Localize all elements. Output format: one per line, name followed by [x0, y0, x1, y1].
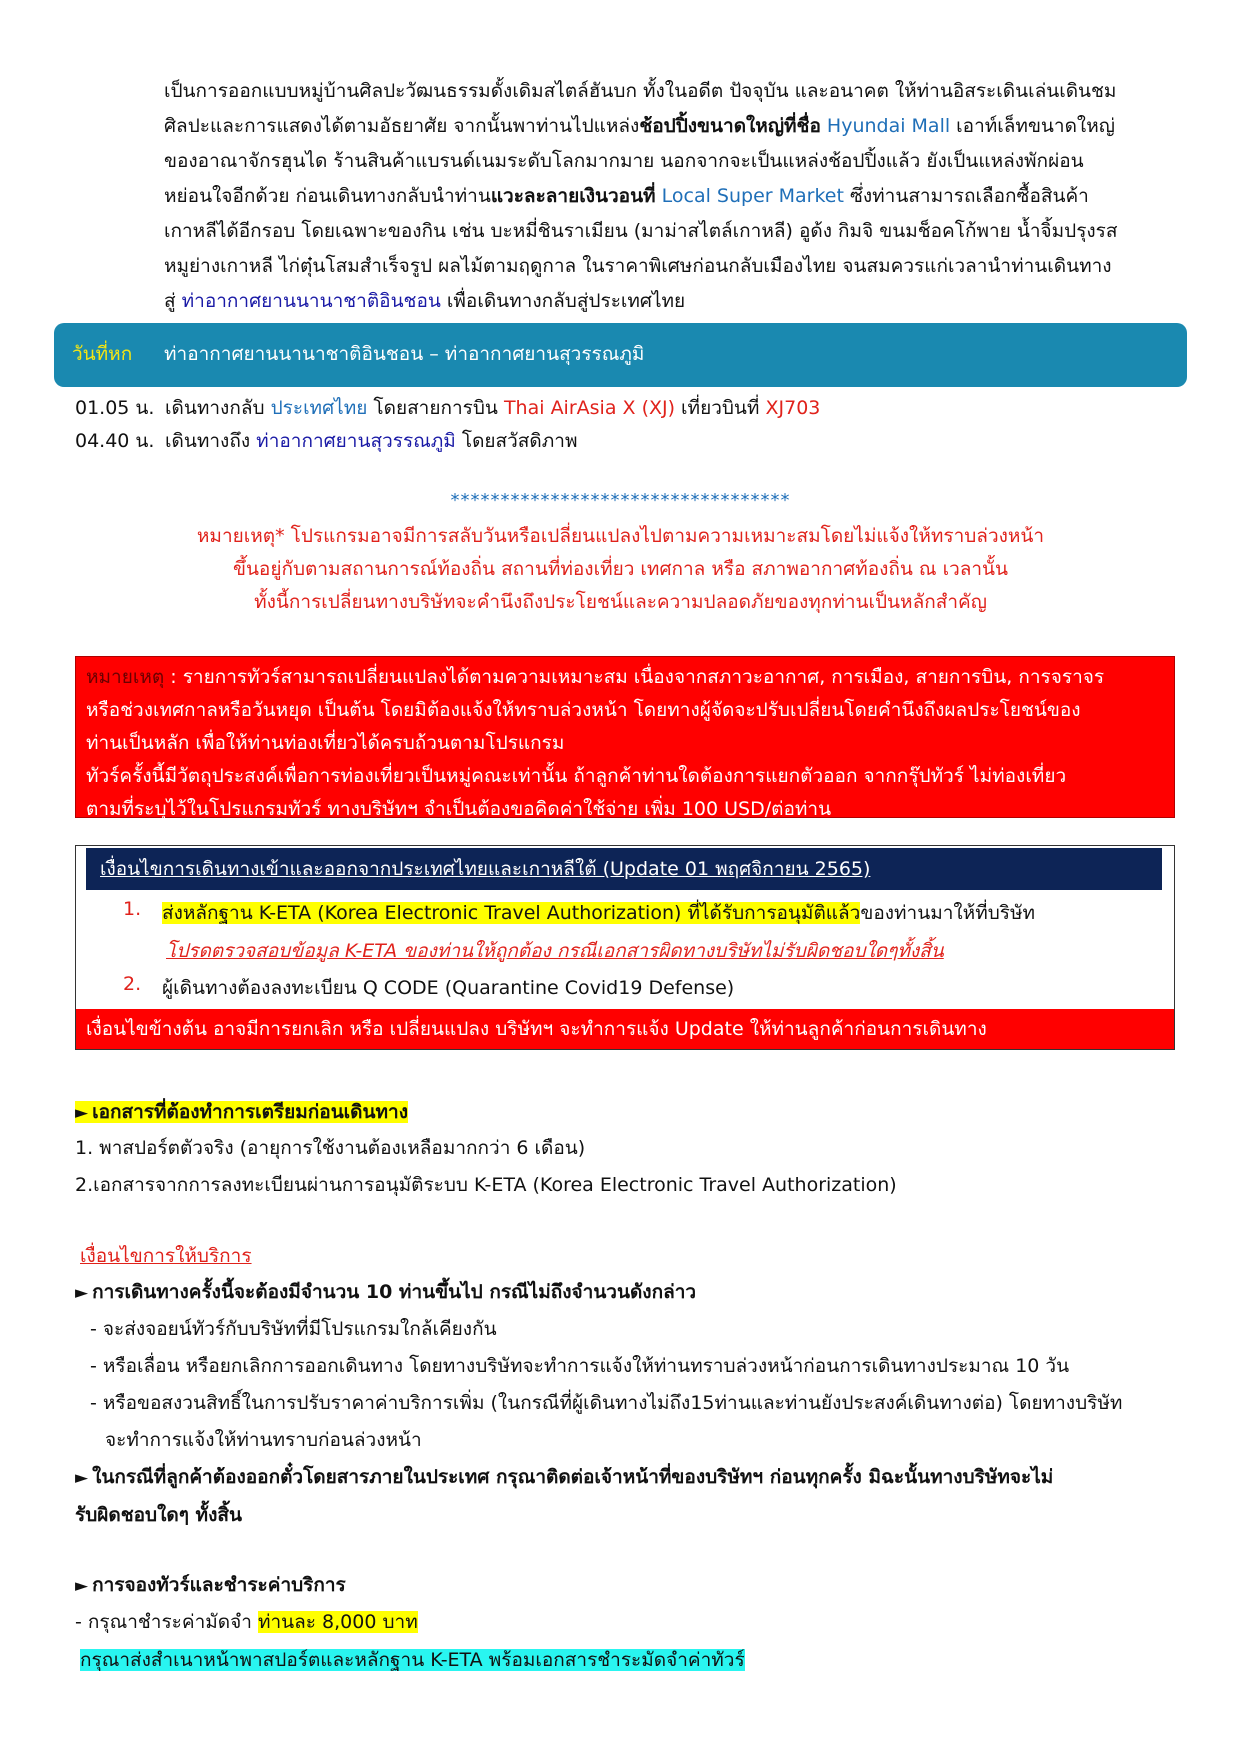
remark-line: ทัวร์ครั้งนี้มีวัตถุประสงค์เพื่อการท่องเที่ยวเป็นหมู่คณะเท่านั้น ถ้าลูกค้าท่านใดต้องการแยกตัวออก จากกรุ๊ปทัวร์ ไม่ท่องเที่ยว: [86, 765, 1067, 787]
flight-text: โดยสายการบิน: [367, 397, 504, 419]
conditions-footer: เงื่อนไขข้างต้น อาจมีการยกเลิก หรือ เปลี่ยนแปลง บริษัทฯ จะทำการแจ้ง Update ให้ท่านลูกค้าก่อนการเดินทาง: [76, 1009, 1174, 1049]
flight-time: 01.05 น.: [75, 397, 155, 419]
star-divider: **********************************: [450, 490, 791, 511]
triangle-bullet-icon: ►: [75, 1468, 89, 1488]
airline-text: Thai AirAsia X (XJ): [503, 397, 676, 419]
condition-item: [162, 898, 1035, 928]
highlighted-text: ส่งหลักฐาน K-ETA (Korea Electronic Travel Authorization) ที่ได้รับการอนุมัติแล้ว: [162, 902, 861, 924]
remark-text: : รายการทัวร์สามารถเปลี่ยนแปลงได้ตามความเหมาะสม เนื่องจากสภาวะอากาศ, การเมือง, สายการบิน, การจราจร: [164, 666, 1105, 688]
service-detail: - หรือเลื่อน หรือยกเลิกการออกเดินทาง โดยทางบริษัทจะทำการแจ้งให้ท่านทราบล่วงหน้าก่อนการเดินทางประมาณ 10 วัน: [90, 1355, 1070, 1377]
note-line: ทั้งนี้การเปลี่ยนทางบริษัทจะคำนึงถึงประโยชน์และความปลอดภัยของทุกท่านเป็นหลักสำคัญ: [254, 591, 987, 613]
item-number: 2.: [123, 973, 142, 995]
remark-line: ท่านเป็นหลัก เพื่อให้ท่านท่องเที่ยวได้ครบถ้วนตามโปรแกรม: [86, 732, 565, 754]
remark-box: [75, 656, 1175, 818]
intro-text: หย่อนใจอีกด้วย ก่อนเดินทางกลับนำท่าน: [164, 185, 491, 207]
booking-heading: [75, 1570, 346, 1600]
note-line: ขึ้นอยู่กับตามสถานการณ์ท้องถิ่น สถานที่ท่องเที่ยว เทศกาล หรือ สภาพอากาศท้องถิ่น ณ เวลานั้น: [232, 558, 1009, 580]
condition-text: ของท่านมาให้ที่บริษัท: [860, 902, 1036, 924]
intro-paragraph: [164, 74, 1164, 319]
service-detail: จะทำการแจ้งให้ท่านทราบก่อนล่วงหน้า: [105, 1429, 422, 1451]
deposit-text: - กรุณาชำระค่ามัดจำ: [75, 1611, 258, 1633]
booking-title: การจองทัวร์และชำระค่าบริการ: [92, 1574, 346, 1596]
flight-number: XJ703: [765, 397, 821, 419]
send-documents-text: กรุณาส่งสำเนาหน้าพาสปอร์ตและหลักฐาน K-ETA พร้อมเอกสารชำระมัดจำค่าทัวร์: [80, 1649, 745, 1671]
flight-time: 04.40 น.: [75, 430, 155, 452]
deposit-amount: ท่านละ 8,000 บาท: [257, 1611, 418, 1633]
local-super-market-text: Local Super Market: [661, 185, 844, 207]
flight-text: โดยสวัสดิภาพ: [455, 430, 578, 452]
service-bullet: [75, 1277, 696, 1307]
intro-line: ของอาณาจักรฮุนได ร้านสินค้าแบรนด์เนมระดับโลกมากมาย นอกจากจะเป็นแหล่งช้อปปิ้งแล้ว ยังเป็นแหล่งพักผ่อน: [164, 150, 1084, 172]
flight-text: เดินทางถึง: [165, 430, 257, 452]
hyundai-mall-text: Hyundai Mall: [826, 115, 951, 137]
intro-text: เพื่อเดินทางกลับสู่ประเทศไทย: [440, 290, 686, 312]
documents-title: เอกสารที่ต้องทำการเตรียมก่อนเดินทาง: [92, 1101, 408, 1123]
day-six-banner: [54, 323, 1187, 387]
intro-line: เป็นการออกแบบหมู่บ้านศิลปะวัฒนธรรมดั้งเดิมสไตล์ฮันบก ทั้งในอดีต ปัจจุบัน และอนาคต ให้ท่านอิสระเดินเล่นเดินชม: [164, 80, 1117, 102]
intro-line: [164, 179, 1164, 214]
day-label: วันที่หก: [72, 343, 133, 365]
item-number: 1.: [123, 898, 142, 920]
intro-bold-text: แวะละลายเงินวอนที่: [490, 185, 656, 207]
day-route: ท่าอากาศยานนานาชาติอินชอน – ท่าอากาศยานสุวรรณภูมิ: [164, 343, 645, 365]
program-note: [0, 520, 1241, 619]
note-line: หมายเหตุ* โปรแกรมอาจมีการสลับวันหรือเปลี่ยนแปลงไปตามความเหมาะสมโดยไม่แจ้งให้ทราบล่วงหน้า: [196, 525, 1045, 547]
suvarnabhumi-text: ท่าอากาศยานสุวรรณภูมิ: [256, 430, 456, 452]
intro-line: [164, 109, 1164, 144]
document-item: 1. พาสปอร์ตตัวจริง (อายุการใช้งานต้องเหลือมากกว่า 6 เดือน): [75, 1137, 586, 1159]
triangle-bullet-icon: ►: [75, 1103, 89, 1123]
remark-line: [86, 661, 1164, 694]
triangle-bullet-icon: ►: [75, 1283, 89, 1303]
intro-text: ศิลปะและการแสดงได้ตามอัธยาศัย จากนั้นพาท่านไปแหล่ง: [164, 115, 640, 137]
intro-line: หมูย่างเกาหลี ไก่ตุ๋นโสมสำเร็จรูป ผลไม้ตามฤดูกาล ในราคาพิเศษก่อนกลับเมืองไทย จนสมควรแก่เวลานำท่านเดินทาง: [164, 255, 1112, 277]
intro-text: สู่: [164, 290, 182, 312]
flight-row: [75, 392, 820, 425]
intro-line: เกาหลีได้อีกรอบ โดยเฉพาะของกิน เช่น บะหมี่ชินราเมียน (มาม่าสไตล์เกาหลี) อูด้ง กิมจิ ขนมช็อคโก้พาย น้ำจิ้มปรุงรส: [164, 220, 1118, 242]
documents-heading: [75, 1097, 408, 1127]
service-conditions-title: เงื่อนไขการให้บริการ: [80, 1245, 252, 1267]
condition-warning: โปรดตรวจสอบข้อมูล K-ETA ของท่านให้ถูกต้อง กรณีเอกสารผิดทางบริษัทไม่รับผิดชอบใดๆทั้งสิ้น: [166, 940, 944, 962]
remark-line: หรือช่วงเทศกาลหรือวันหยุด เป็นต้น โดยมิต้องแจ้งให้ทราบล่วงหน้า โดยทางผู้จัดจะปรับเปลี่ยนโดยคำนึงถึงผลประโยชน์ของ: [86, 699, 1081, 721]
intro-bold-text: ช้อปปิ้งขนาดใหญ่ที่ชื่อ: [639, 115, 821, 137]
remark-line: ตามที่ระบุไว้ในโปรแกรมทัวร์ ทางบริษัทฯ จำเป็นต้องขอคิดค่าใช้จ่าย เพิ่ม 100 USD/ต่อท่าน: [86, 798, 832, 820]
service-bullet-text: การเดินทางครั้งนี้จะต้องมีจำนวน 10 ท่านขึ้นไป กรณีไม่ถึงจำนวนดังกล่าว: [92, 1281, 697, 1303]
triangle-bullet-icon: ►: [75, 1576, 89, 1596]
travel-conditions-box: [75, 845, 1175, 1050]
service-detail: - หรือขอสงวนสิทธิ์ในการปรับราคาค่าบริการเพิ่ม (ในกรณีที่ผู้เดินทางไม่ถึง15ท่านและท่านยังประสงค์เดินทางต่อ) โดยทางบริษัท: [90, 1392, 1123, 1414]
intro-text: ซึ่งท่านสามารถเลือกซื้อสินค้า: [843, 185, 1089, 207]
service-bullet: [75, 1462, 1053, 1492]
flight-text: เที่ยวบินที่: [675, 397, 766, 419]
destination-text: ประเทศไทย: [270, 397, 368, 419]
flight-row: [75, 425, 577, 458]
intro-text: เอาท์เล็ทขนาดใหญ่: [950, 115, 1115, 137]
incheon-airport-text: ท่าอากาศยานนานาชาติอินชอน: [181, 290, 441, 312]
flight-text: เดินทางกลับ: [165, 397, 271, 419]
conditions-header: เงื่อนไขการเดินทางเข้าและออกจากประเทศไทยและเกาหลีใต้ (Update 01 พฤศจิกายน 2565): [86, 848, 1162, 890]
service-detail: - จะส่งจอยน์ทัวร์กับบริษัทที่มีโปรแกรมใกล้เคียงกัน: [90, 1318, 497, 1340]
send-documents-line: [80, 1645, 745, 1675]
condition-item: ผู้เดินทางต้องลงทะเบียน Q CODE (Quarantine Covid19 Defense): [162, 977, 735, 999]
remark-title: หมายเหตุ: [86, 666, 165, 688]
document-item: 2.เอกสารจากการลงทะเบียนผ่านการอนุมัติระบบ K-ETA (Korea Electronic Travel Authorization): [75, 1174, 897, 1196]
deposit-line: [75, 1607, 418, 1637]
service-bullet-text: ในกรณีที่ลูกค้าต้องออกตั๋วโดยสารภายในประเทศ กรุณาติดต่อเจ้าหน้าที่ของบริษัทฯ ก่อนทุกครั้ง มิฉะนั้นทางบริษัทจะไม่: [92, 1466, 1054, 1488]
service-bullet-continuation: รับผิดชอบใดๆ ทั้งสิ้น: [75, 1504, 242, 1526]
documents-title-highlight: [75, 1101, 408, 1123]
intro-line: [164, 284, 1164, 319]
